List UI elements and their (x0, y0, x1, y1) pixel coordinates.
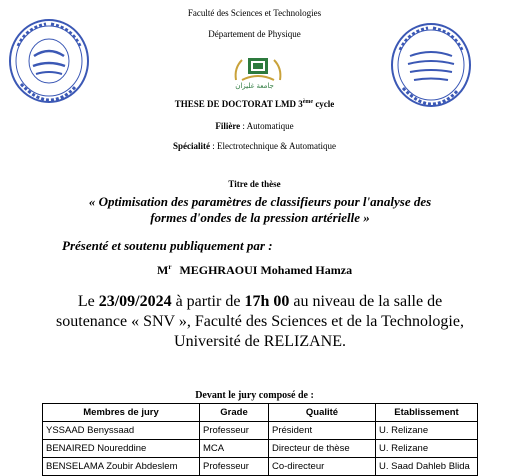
jury-member: BENAIRED Noureddine (43, 440, 200, 458)
thesis-type-text: THESE DE DOCTORAT LMD 3 (174, 99, 303, 109)
faculty-name: Faculté des Sciences et Technologies (187, 8, 322, 18)
filiere-label: Filière (215, 121, 241, 131)
defense-rest: au niveau de la salle de soutenance « SNV », Faculté des Sciences et de la Technologie, (56, 293, 464, 330)
jury-institution: U. Relizane (376, 440, 478, 458)
specialite-value: : Electrotechnique & Automatique (210, 141, 336, 151)
defense-time: 17h 00 (244, 293, 290, 310)
jury-quality: Directeur de thèse (269, 440, 376, 458)
specialite-line (0, 141, 509, 151)
jury-col-member: Membres de jury (43, 404, 200, 422)
jury-header-row (43, 404, 478, 422)
jury-institution: U. Relizane (376, 422, 478, 440)
jury-grade: Professeur (200, 422, 269, 440)
candidate-civility (157, 263, 171, 277)
table-row (43, 458, 478, 476)
specialite-label: Spécialité (173, 141, 211, 151)
title-label: Titre de thèse (228, 179, 281, 189)
thesis-cycle: cycle (313, 99, 335, 109)
candidate (157, 263, 352, 278)
defense-info (50, 292, 470, 352)
jury-col-grade: Grade (200, 404, 269, 422)
jury-grade: MCA (200, 440, 269, 458)
table-row (43, 422, 478, 440)
presented-by: Présenté et soutenu publiquement par : (62, 238, 273, 253)
jury-quality: Co-directeur (269, 458, 376, 476)
filiere-value: : Automatique (240, 121, 294, 131)
thesis-title: « Optimisation des paramètres de classifieurs pour l'analyse des formes d'ondes de la pression artérielle » (88, 194, 432, 225)
jury-table (42, 403, 478, 476)
jury-label: Devant le jury composé de : (195, 390, 314, 401)
jury-col-institution: Etablissement (376, 404, 478, 422)
civility-sup: r (168, 263, 172, 271)
jury-member: BENSELAMA Zoubir Abdeslem (43, 458, 200, 476)
defense-university: Université de RELIZANE. (174, 333, 346, 350)
filiere-line (0, 121, 509, 131)
defense-mid: à partir de (171, 293, 245, 310)
defense-date: 23/09/2024 (98, 293, 172, 310)
university-logo (228, 50, 288, 86)
jury-quality: Président (269, 422, 376, 440)
jury-grade: Professeur (200, 458, 269, 476)
university-logo-text: جامعة غليزان (235, 82, 274, 90)
jury-member: YSSAAD Benyssaad (43, 422, 200, 440)
defense-prefix: Le (77, 293, 99, 310)
jury-institution: U. Saad Dahleb Blida (376, 458, 478, 476)
table-row (43, 440, 478, 458)
jury-col-quality: Qualité (269, 404, 376, 422)
department-name: Département de Physique (208, 29, 301, 39)
civility-text: M (157, 263, 169, 277)
thesis-type (0, 99, 509, 109)
candidate-name: MEGHRAOUI Mohamed Hamza (179, 263, 353, 277)
thesis-type-sup: ème (302, 99, 314, 105)
